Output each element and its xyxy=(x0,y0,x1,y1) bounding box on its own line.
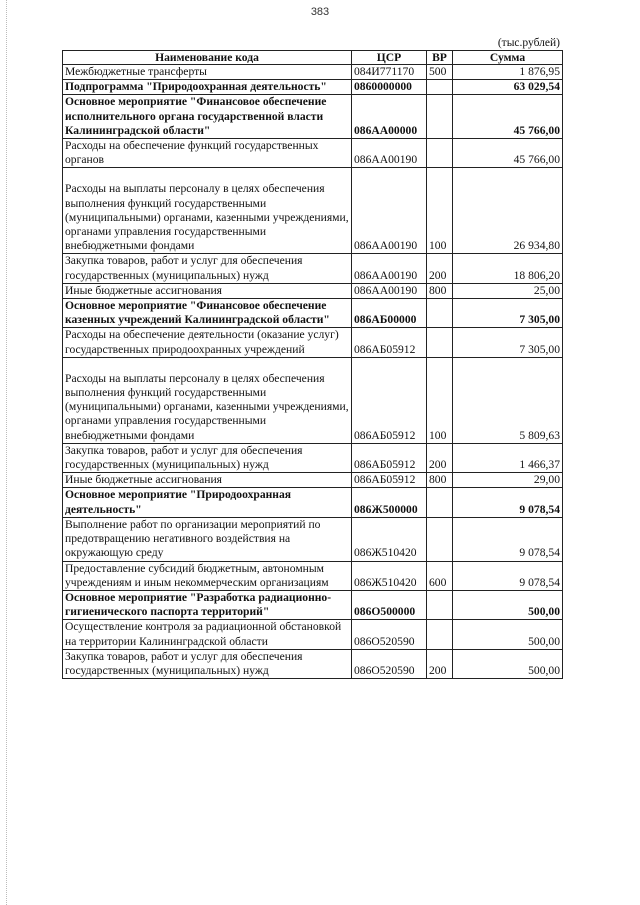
row-name: Расходы на обеспечение функций государственных органов xyxy=(63,139,352,168)
row-sum: 7 305,00 xyxy=(453,328,563,357)
unit-note: (тыс.рублей) xyxy=(497,37,560,49)
row-code: 086О520590 xyxy=(352,649,427,678)
row-vr: 800 xyxy=(427,283,453,298)
row-sum: 9 078,54 xyxy=(453,561,563,590)
row-sum: 18 806,20 xyxy=(453,254,563,283)
row-code: 086АА00190 xyxy=(352,254,427,283)
row-sum: 500,00 xyxy=(453,620,563,649)
row-sum: 45 766,00 xyxy=(453,95,563,139)
table-row xyxy=(63,95,563,139)
row-code: 086АБ05912 xyxy=(352,443,427,472)
row-vr xyxy=(427,620,453,649)
row-name: Основное мероприятие "Финансовое обеспечение исполнительного органа государственной власти Калининградской области" xyxy=(63,95,352,139)
row-code: 084И771170 xyxy=(352,65,427,80)
row-name: Основное мероприятие "Природоохранная деятельность" xyxy=(63,488,352,517)
table-row xyxy=(63,328,563,357)
row-code: 0860000000 xyxy=(352,80,427,95)
row-name: Межбюджетные трансферты xyxy=(63,65,352,80)
table-row xyxy=(63,620,563,649)
row-code: 086Ж510420 xyxy=(352,561,427,590)
row-vr xyxy=(427,590,453,619)
row-sum: 9 078,54 xyxy=(453,517,563,561)
row-name: Предоставление субсидий бюджетным, автономным учреждениям и иным некоммерческим организациям xyxy=(63,561,352,590)
row-name: Расходы на выплаты персоналу в целях обеспечения выполнения функций государственными (муниципальными) органами, казенными учреждениями, органами управления государственными внебюджетными фондами xyxy=(63,168,352,254)
table-row xyxy=(63,357,563,443)
table-row xyxy=(63,254,563,283)
table-row xyxy=(63,443,563,472)
table-row xyxy=(63,283,563,298)
row-code: 086АА00190 xyxy=(352,139,427,168)
row-code: 086АБ00000 xyxy=(352,299,427,328)
table-row xyxy=(63,473,563,488)
row-sum: 7 305,00 xyxy=(453,299,563,328)
table-row xyxy=(63,65,563,80)
row-vr xyxy=(427,80,453,95)
row-code: 086АБ05912 xyxy=(352,357,427,443)
row-vr: 500 xyxy=(427,65,453,80)
row-name: Осуществление контроля за радиационной обстановкой на территории Калининградской области xyxy=(63,620,352,649)
row-vr: 100 xyxy=(427,357,453,443)
row-vr xyxy=(427,299,453,328)
header-name: Наименование кода xyxy=(63,51,352,65)
row-sum: 26 934,80 xyxy=(453,168,563,254)
row-sum: 25,00 xyxy=(453,283,563,298)
row-name: Подпрограмма "Природоохранная деятельность" xyxy=(63,80,352,95)
row-name: Закупка товаров, работ и услуг для обеспечения государственных (муниципальных) нужд xyxy=(63,443,352,472)
row-name: Основное мероприятие "Финансовое обеспечение казенных учреждений Калининградской области" xyxy=(63,299,352,328)
row-code: 086О500000 xyxy=(352,590,427,619)
row-vr: 800 xyxy=(427,473,453,488)
row-name: Закупка товаров, работ и услуг для обеспечения государственных (муниципальных) нужд xyxy=(63,254,352,283)
row-vr: 200 xyxy=(427,443,453,472)
row-vr xyxy=(427,139,453,168)
row-code: 086АА00190 xyxy=(352,283,427,298)
row-vr: 200 xyxy=(427,649,453,678)
table-row xyxy=(63,80,563,95)
table-row xyxy=(63,517,563,561)
row-sum: 1 876,95 xyxy=(453,65,563,80)
page-number: 383 xyxy=(310,6,330,18)
row-name: Расходы на обеспечение деятельности (оказание услуг) государственных природоохранных учреждений xyxy=(63,328,352,357)
row-code: 086АА00190 xyxy=(352,168,427,254)
row-sum: 500,00 xyxy=(453,590,563,619)
table-row xyxy=(63,561,563,590)
header-sum: Сумма xyxy=(453,51,563,65)
row-code: 086Ж510420 xyxy=(352,517,427,561)
table-row xyxy=(63,168,563,254)
row-name: Закупка товаров, работ и услуг для обеспечения государственных (муниципальных) нужд xyxy=(63,649,352,678)
header-code: ЦСР xyxy=(352,51,427,65)
row-sum: 1 466,37 xyxy=(453,443,563,472)
row-name: Расходы на выплаты персоналу в целях обеспечения выполнения функций государственными (муниципальными) органами, казенными учреждениями, органами управления государственными внебюджетными фондами xyxy=(63,357,352,443)
row-vr: 600 xyxy=(427,561,453,590)
row-vr: 100 xyxy=(427,168,453,254)
row-vr xyxy=(427,95,453,139)
row-vr: 200 xyxy=(427,254,453,283)
table-row xyxy=(63,139,563,168)
row-name: Выполнение работ по организации мероприятий по предотвращению негативного воздействия на окружающую среду xyxy=(63,517,352,561)
row-name: Иные бюджетные ассигнования xyxy=(63,283,352,298)
row-vr xyxy=(427,517,453,561)
row-code: 086Ж500000 xyxy=(352,488,427,517)
row-name: Иные бюджетные ассигнования xyxy=(63,473,352,488)
budget-table xyxy=(62,50,563,679)
table-row xyxy=(63,299,563,328)
row-code: 086АБ05912 xyxy=(352,473,427,488)
table-row xyxy=(63,590,563,619)
row-code: 086АА00000 xyxy=(352,95,427,139)
row-sum: 29,00 xyxy=(453,473,563,488)
table-row xyxy=(63,488,563,517)
row-sum: 500,00 xyxy=(453,649,563,678)
row-code: 086АБ05912 xyxy=(352,328,427,357)
row-sum: 63 029,54 xyxy=(453,80,563,95)
header-vr: ВР xyxy=(427,51,453,65)
row-sum: 9 078,54 xyxy=(453,488,563,517)
table-row xyxy=(63,649,563,678)
table-header-row xyxy=(63,51,563,65)
scan-margin-line xyxy=(6,0,7,905)
row-vr xyxy=(427,488,453,517)
row-code: 086О520590 xyxy=(352,620,427,649)
row-sum: 45 766,00 xyxy=(453,139,563,168)
row-vr xyxy=(427,328,453,357)
row-name: Основное мероприятие "Разработка радиационно-гигиенического паспорта территорий" xyxy=(63,590,352,619)
row-sum: 5 809,63 xyxy=(453,357,563,443)
